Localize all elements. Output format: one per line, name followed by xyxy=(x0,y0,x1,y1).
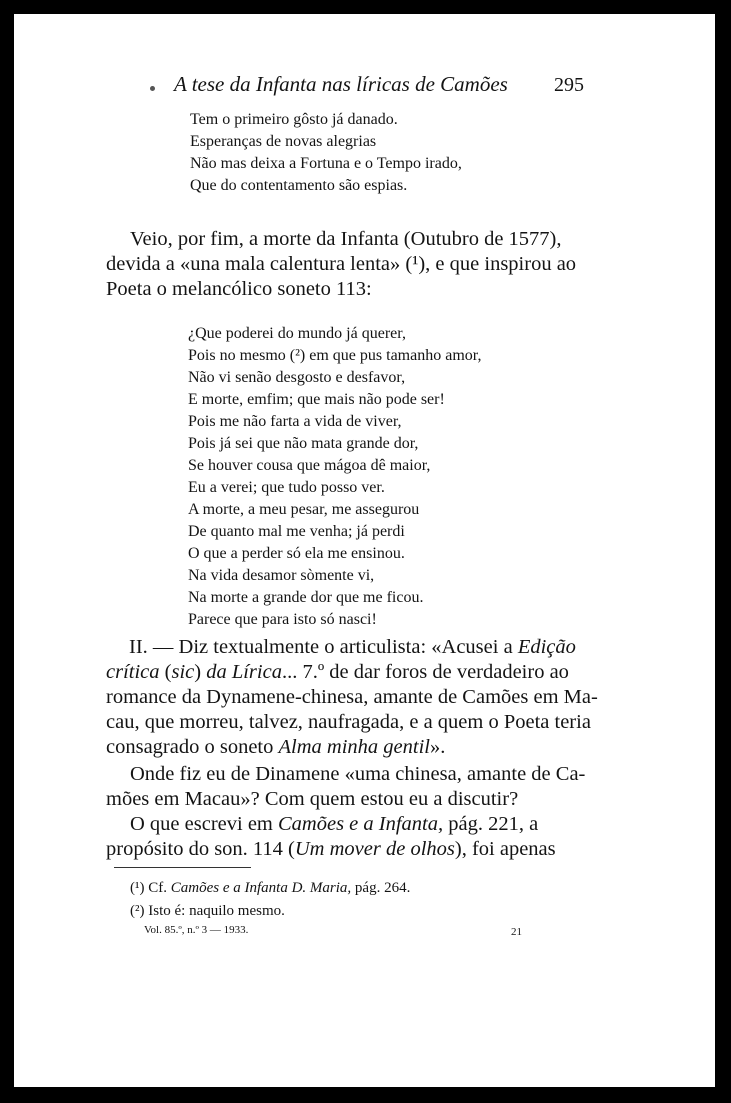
page-number: 295 xyxy=(554,74,584,96)
text-line: Onde fiz eu de Dinamene «uma chinesa, amante de Ca- xyxy=(130,763,586,785)
text-line: romance da Dynamene-chinesa, amante de Camões em Ma- xyxy=(106,686,598,708)
verse-line: Na vida desamor sòmente vi, xyxy=(188,567,375,584)
verse-line: O que a perder só ela me ensinou. xyxy=(188,545,405,562)
footnote-1: (¹) Cf. Camões e a Infanta D. Maria, pág. 264. xyxy=(130,880,411,896)
verse-line: Tem o primeiro gôsto já danado. xyxy=(190,111,398,128)
text-line: O que escrevi em Camões e a Infanta, pág. 221, a xyxy=(130,813,539,835)
footnote-2: (²) Isto é: naquilo mesmo. xyxy=(130,903,285,919)
verse-line: Na morte a grande dor que me ficou. xyxy=(188,589,424,606)
verse-line: Parece que para isto só nasci! xyxy=(188,611,377,628)
text-line: Poeta o melancólico soneto 113: xyxy=(106,278,372,300)
verse-line: Não vi senão desgosto e desfavor, xyxy=(188,369,406,386)
text-line: crítica (sic) da Lírica... 7.º de dar foros de verdadeiro ao xyxy=(106,661,569,683)
verse-line: Se houver cousa que mágoa dê maior, xyxy=(188,457,431,474)
verse-line: Que do contentamento são espias. xyxy=(190,177,408,194)
ink-speck xyxy=(150,86,155,91)
running-header-title: A tese da Infanta nas líricas de Camões xyxy=(174,72,508,96)
text-line: propósito do son. 114 (Um mover de olhos), foi apenas xyxy=(106,838,556,860)
text-line: II. — Diz textualmente o articulista: «Acusei a Edição xyxy=(129,636,576,658)
verse-line: Pois me não farta a vida de viver, xyxy=(188,413,402,430)
verse-line: E morte, emfim; que mais não pode ser! xyxy=(188,391,445,408)
document-page xyxy=(14,14,715,1087)
text-line: consagrado o soneto Alma minha gentil». xyxy=(106,736,446,758)
verse-line: Pois no mesmo (²) em que pus tamanho amor, xyxy=(188,347,482,364)
text-line: cau, que morreu, talvez, naufragada, e a quem o Poeta teria xyxy=(106,711,591,733)
verse-line: A morte, a meu pesar, me assegurou xyxy=(188,501,420,518)
verse-line: Esperanças de novas alegrias xyxy=(190,133,377,150)
signature-mark: 21 xyxy=(511,926,522,938)
verse-line: Pois já sei que não mata grande dor, xyxy=(188,435,419,452)
text-line: mões em Macau»? Com quem estou eu a discutir? xyxy=(106,788,519,810)
footnote-divider xyxy=(114,867,251,868)
verse-line: De quanto mal me venha; já perdi xyxy=(188,523,405,540)
verse-line: ¿Que poderei do mundo já querer, xyxy=(188,325,406,342)
volume-info: Vol. 85.º, n.º 3 — 1933. xyxy=(144,924,249,936)
verse-line: Eu a verei; que tudo posso ver. xyxy=(188,479,385,496)
verse-line: Não mas deixa a Fortuna e o Tempo irado, xyxy=(190,155,462,172)
text-line: Veio, por fim, a morte da Infanta (Outubro de 1577), xyxy=(130,228,562,250)
text-line: devida a «una mala calentura lenta» (¹), e que inspirou ao xyxy=(106,253,577,275)
